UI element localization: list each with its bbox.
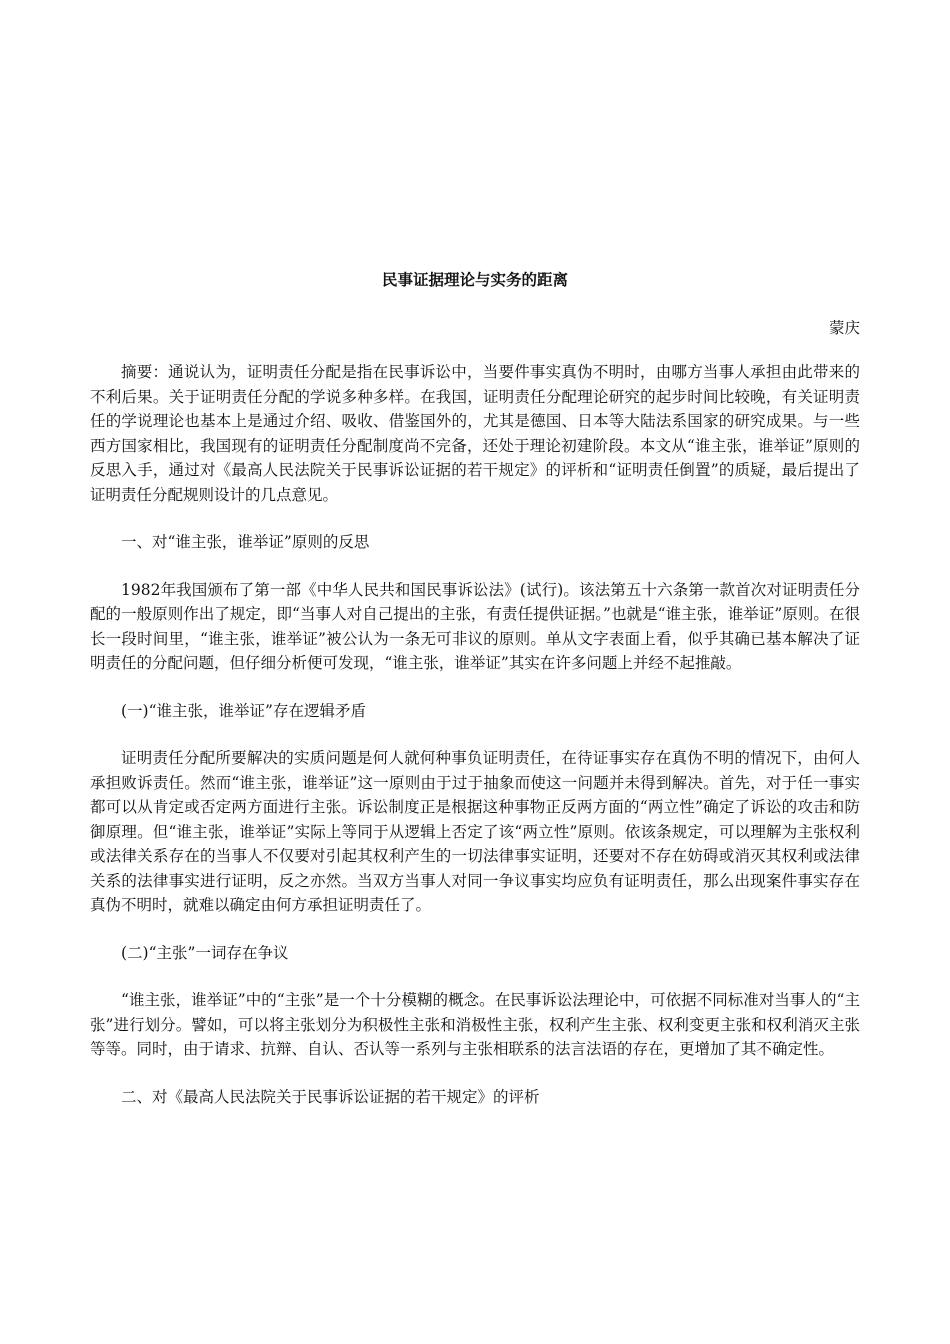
- abstract-paragraph: 摘要：通说认为，证明责任分配是指在民事诉讼中，当要件事实真伪不明时，由哪方当事人承担由此带来的不利后果。关于证明责任分配的学说多种多样。在我国，证明责任分配理论研究的起步时间比较晚，有关证明责任的学说理论也基本上是通过介绍、吸收、借鉴国外的，尤其是德国、日本等大陆法系国家的研究成果。与一些西方国家相比，我国现有的证明责任分配制度尚不完备，还处于理论初建阶段。本文从“谁主张，谁举证”原则的反思入手，通过对《最高人民法院关于民事诉讼证据的若干规定》的评析和“证明责任倒置”的质疑，最后提出了证明责任分配规则设计的几点意见。: [90, 363, 860, 504]
- section-heading-2: 二、对《最高人民法院关于民事诉讼证据的若干规定》的评析: [121, 1087, 540, 1106]
- body-paragraph: “谁主张，谁举证”中的“主张”是一个十分模糊的概念。在民事诉讼法理论中，可依据不同标准对当事人的“主张”进行划分。譬如，可以将主张划分为积极性主张和消极性主张，权利产生主张、权利变更主张和权利消灭主张等等。同时，由于请求、抗辩、自认、否认等一系列与主张相联系的法言法语的存在，更增加了其不确定性。: [90, 991, 860, 1058]
- body-paragraph: 证明责任分配所要解决的实质问题是何人就何种事负证明责任，在待证事实存在真伪不明的情况下，由何人承担败诉责任。然而“谁主张，谁举证”这一原则由于过于抽象而使这一问题并未得到解决。首先，对于任一事实都可以从肯定或否定两方面进行主张。诉讼制度正是根据这种事物正反两方面的“两立性”确定了诉讼的攻击和防御原理。但“谁主张，谁举证”实际上等同于从逻辑上否定了该“两立性”原则。依该条规定，可以理解为主张权利或法律关系存在的当事人不仅要对引起其权利产生的一切法律事实证明，还要对不存在妨碍或消灭其权利或法律关系的法律事实进行证明，反之亦然。当双方当事人对同一争议事实均应负有证明责任，那么出现案件事实存在真伪不明时，就难以确定由何方承担证明责任了。: [90, 749, 860, 914]
- body-paragraph: 1982年我国颁布了第一部《中华人民共和国民事诉讼法》(试行)。该法第五十六条第一款首次对证明责任分配的一般原则作出了规定，即“当事人对自己提出的主张，有责任提供证据。”也就是“谁主张，谁举证”原则。在很长一段时间里，“谁主张，谁举证”被公认为一条无可非议的原则。单从文字表面上看，似乎其确已基本解决了证明责任的分配问题，但仔细分析便可发现，“谁主张，谁举证”其实在许多问题上并经不起推敲。: [90, 580, 860, 672]
- subsection-heading-2: (二)“主张”一词存在争议: [121, 943, 289, 962]
- section-heading-1: 一、对“谁主张，谁举证”原则的反思: [121, 533, 370, 551]
- author-name: 蒙庆: [828, 319, 860, 337]
- document-title: 民事证据理论与实务的距离: [381, 270, 568, 289]
- document-body: [90, 360, 860, 1132]
- subsection-heading-1: (一)“谁主张，谁举证”存在逻辑矛盾: [121, 701, 366, 720]
